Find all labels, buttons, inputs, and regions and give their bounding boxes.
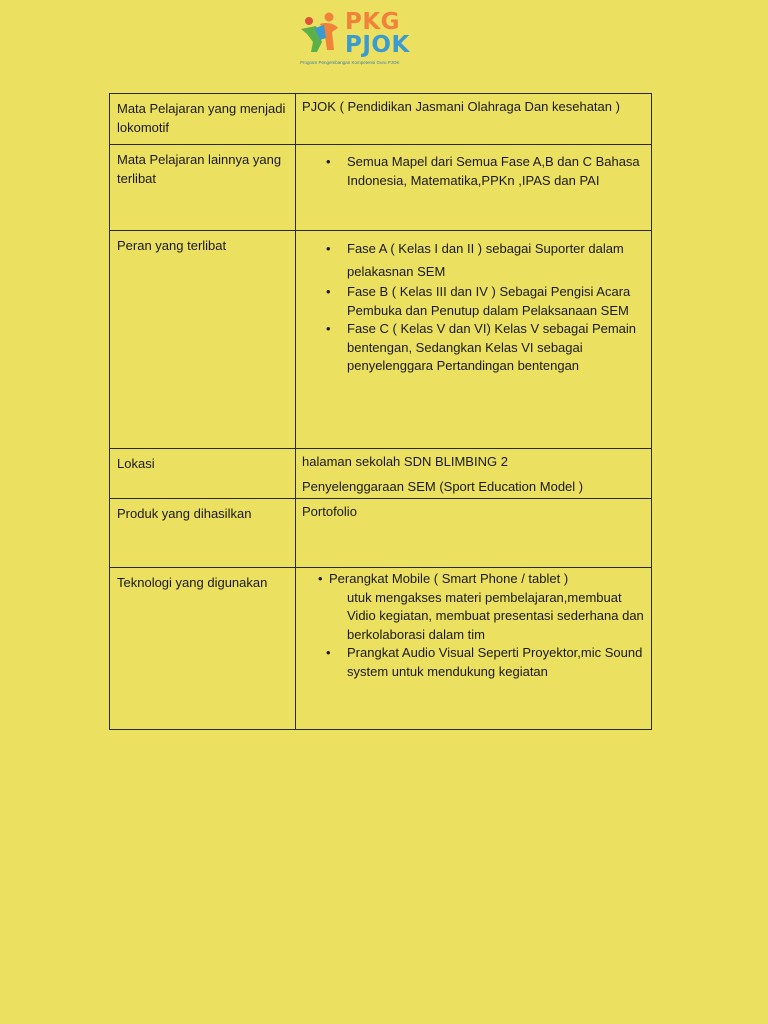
logo-text-pkg: PKG <box>345 9 401 35</box>
bullet-list <box>302 153 645 190</box>
bullet-icon: • <box>326 241 331 256</box>
list-item <box>302 237 645 283</box>
bullet-icon: • <box>318 571 323 586</box>
bullet-list <box>302 644 645 681</box>
table-row <box>110 568 652 730</box>
list-item <box>302 320 645 376</box>
people-figures-icon <box>298 12 344 54</box>
row-value <box>296 568 652 730</box>
row-value <box>296 449 652 499</box>
table-row <box>110 449 652 499</box>
bullet-icon: • <box>326 645 331 660</box>
table-row <box>110 231 652 449</box>
location-line: halaman sekolah SDN BLIMBING 2 <box>302 454 508 469</box>
list-item <box>302 153 645 190</box>
row-label: Mata Pelajaran yang menjadi lokomotif <box>110 94 296 145</box>
table-row <box>110 499 652 568</box>
list-item-text: Semua Mapel dari Semua Fase A,B dan C Bahasa Indonesia, Matematika,PPKn ,IPAS dan PAI <box>347 154 640 188</box>
row-label: Produk yang dihasilkan <box>110 499 296 568</box>
list-item-text: Fase A ( Kelas I dan II ) sebagai Suporter dalam pelakasnan SEM <box>347 241 624 279</box>
list-item-text: Prangkat Audio Visual Seperti Proyektor,mic Sound system untuk mendukung kegiatan <box>347 645 643 679</box>
table-row <box>110 94 652 145</box>
row-label: Teknologi yang digunakan <box>110 568 296 730</box>
row-label: Lokasi <box>110 449 296 499</box>
bullet-icon: • <box>326 154 331 169</box>
list-item-text: Perangkat Mobile ( Smart Phone / tablet ) <box>329 571 569 586</box>
row-value: Portofolio <box>296 499 652 568</box>
row-value <box>296 145 652 231</box>
bullet-icon: • <box>326 321 331 336</box>
table-row <box>110 145 652 231</box>
list-item <box>302 644 645 681</box>
bullet-list <box>302 237 645 376</box>
list-item-text: Fase C ( Kelas V dan VI) Kelas V sebagai Pemain bentengan, Sedangkan Kelas VI sebagai penyelenggara Pertandingan bentengan <box>347 321 637 373</box>
row-value: PJOK ( Pendidikan Jasmani Olahraga Dan kesehatan ) <box>296 94 652 145</box>
project-info-table <box>109 93 652 730</box>
event-line: Penyelenggaraan SEM (Sport Education Model ) <box>302 478 584 494</box>
row-value <box>296 231 652 449</box>
row-label: Peran yang terlibat <box>110 231 296 449</box>
list-item <box>302 283 645 320</box>
list-item-continuation: utuk mengakses materi pembelajaran,membuat Vidio kegiatan, membuat presentasi sederhana dan berkolaborasi dalam tim <box>347 589 644 642</box>
logo-text-pjok: PJOK <box>345 32 410 58</box>
pkg-pjok-logo <box>298 10 416 68</box>
list-item <box>302 570 645 589</box>
row-label: Mata Pelajaran lainnya yang terlibat <box>110 145 296 231</box>
list-item-text: Fase B ( Kelas III dan IV ) Sebagai Pengisi Acara Pembuka dan Penutup dalam Pelaksanaan SEM <box>347 284 631 318</box>
logo-tagline: Program Pengembangan Kompetensi Guru PJOK <box>300 60 400 65</box>
bullet-icon: • <box>326 284 331 299</box>
